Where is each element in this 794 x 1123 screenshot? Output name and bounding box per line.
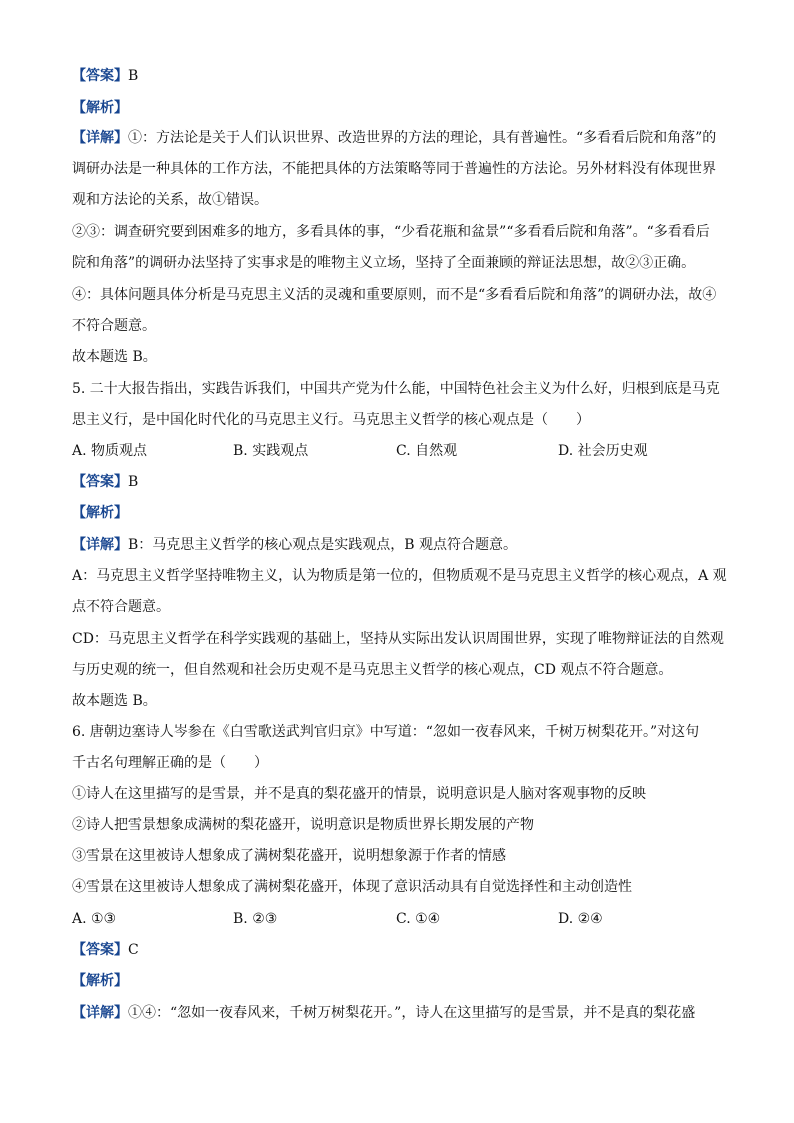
answer-value: C [128,942,139,958]
q6-statement: ④雪景在这里被诗人想象成了满树梨花盛开，体现了意识活动具有自觉选择性和主动创造性 [72,879,632,895]
option-b: B. ②③ [233,911,278,927]
q6-statement: ③雪景在这里被诗人想象成了满树梨花盛开，说明想象源于作者的情感 [72,848,506,864]
q4-analysis-heading [72,98,727,118]
paragraph-text: B：马克思主义哲学的核心观点是实践观点，B 观点符合题意。 [128,537,518,553]
q5-analysis-heading [72,503,727,523]
analysis-tag: 【解析】 [72,973,128,989]
q6-statement: ①诗人在这里描写的是雪景，并不是真的梨花盛开的情景，说明意识是人脑对客观事物的反映 [72,786,646,802]
q6-analysis-heading [72,971,727,991]
option-a: A. ①③ [72,911,117,927]
analysis-tag: 【解析】 [72,505,128,521]
q6-detail-line [72,1003,727,1023]
option-c: C. ①④ [396,911,441,927]
answer-tag: 【答案】 [72,474,128,490]
paragraph-line: 点不符合题意。 [72,599,170,615]
paragraph-line: 与历史观的统一，但自然观和社会历史观不是马克思主义哲学的核心观点，CD 观点不符合题意。 [72,662,673,678]
paragraph-line: 故本题选 B。 [72,693,157,709]
paragraph-line: ②③：调查研究要到困难多的地方，多看具体的事，“少看花瓶和盆景”“多看看后院和角落”。“多看看后 [72,224,710,240]
q6-statement: ②诗人把雪景想象成满树的梨花盛开，说明意识是物质世界长期发展的产物 [72,817,534,833]
paragraph-line: CD：马克思主义哲学在科学实践观的基础上，坚持从实际出发认识周围世界，实现了唯物辩证法的自然观 [72,631,724,647]
option-d: D. 社会历史观 [558,443,648,459]
q5-stem-line: 思主义行，是中国化时代化的马克思主义行。马克思主义哲学的核心观点是（ ） [72,412,590,428]
q6-stem-line: 6. 唐朝边塞诗人岑参在《白雪歌送武判官归京》中写道：“忽如一夜春风来，千树万树梨花开。”对这句 [72,724,700,740]
answer-tag: 【答案】 [72,942,128,958]
paragraph-text: ①：方法论是关于人们认识世界、改造世界的方法的理论，具有普遍性。“多看看后院和角落”的 [128,130,717,146]
q5-stem-line: 5. 二十大报告指出，实践告诉我们，中国共产党为什么能，中国特色社会主义为什么好，归根到底是马克 [72,381,720,397]
q6-answer-line [72,940,727,960]
detail-tag: 【详解】 [72,1005,128,1021]
paragraph-line: 故本题选 B。 [72,349,157,365]
paragraph-line: A：马克思主义哲学坚持唯物主义，认为物质是第一位的，但物质观不是马克思主义哲学的核心观点，A 观 [72,568,727,584]
answer-tag: 【答案】 [72,68,128,84]
paragraph-text: ①④：“忽如一夜春风来，千树万树梨花开。”，诗人在这里描写的是雪景，并不是真的梨花盛 [128,1005,696,1021]
paragraph-line: 院和角落”的调研办法坚持了实事求是的唯物主义立场，坚持了全面兼顾的辩证法思想，故②③正确。 [72,255,696,271]
q5-answer-line [72,472,727,492]
paragraph-line: 调研办法是一种具体的工作方法，不能把具体的方法策略等同于普遍性的方法论。另外材料没有体现世界 [72,161,716,177]
option-d: D. ②④ [558,911,603,927]
paragraph-line: 不符合题意。 [72,318,156,334]
q4-detail-line [72,128,727,148]
detail-tag: 【详解】 [72,537,128,553]
q5-detail-line [72,535,727,555]
detail-tag: 【详解】 [72,130,128,146]
analysis-tag: 【解析】 [72,100,128,116]
answer-value: B [128,474,139,490]
paragraph-line: ④：具体问题具体分析是马克思主义活的灵魂和重要原则，而不是“多看看后院和角落”的调研办法，故④ [72,287,717,303]
paragraph-line: 观和方法论的关系，故①错误。 [72,192,268,208]
answer-value: B [128,68,139,84]
option-b: B. 实践观点 [233,443,309,459]
option-c: C. 自然观 [396,443,458,459]
q6-stem-line: 千古名句理解正确的是（ ） [72,755,268,771]
q4-answer-line [72,66,727,86]
option-a: A. 物质观点 [72,443,148,459]
